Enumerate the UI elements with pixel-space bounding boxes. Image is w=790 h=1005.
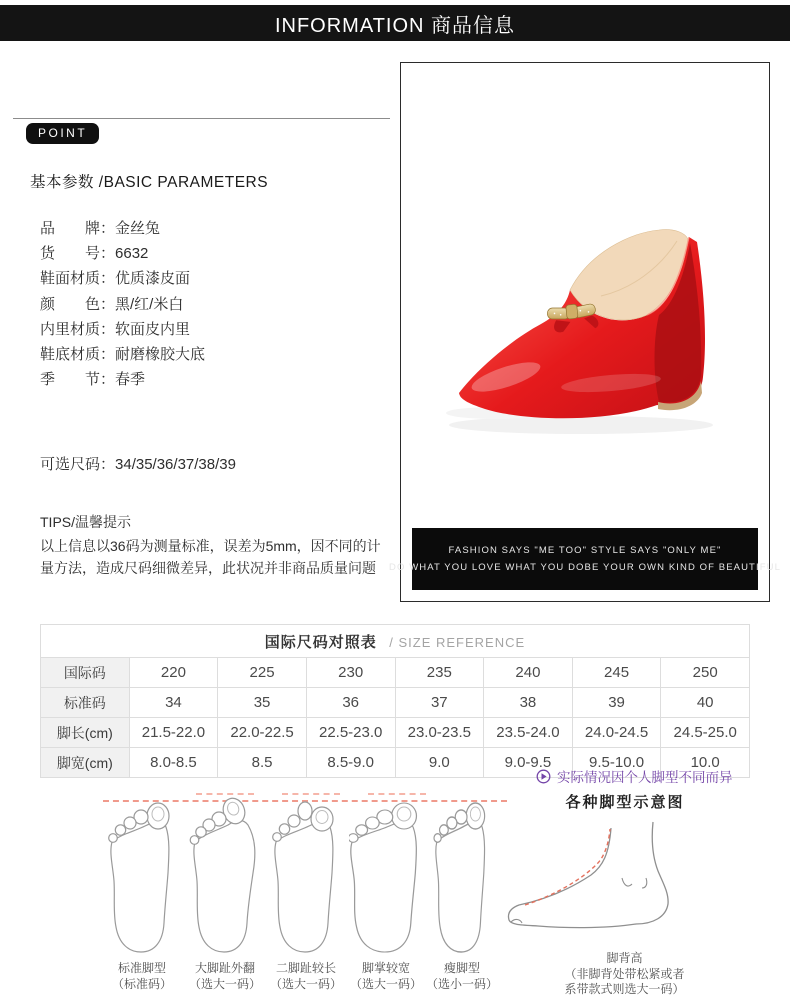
table-cell: 21.5-22.0 [129, 718, 218, 748]
table-cell: 37 [395, 688, 484, 718]
table-row-header: 国际码 [41, 658, 130, 688]
parameter-value: 优质漆皮面 [115, 270, 191, 288]
tips-line: 以上信息以36码为测量标准，误差为5mm，因不同的计 [40, 537, 381, 554]
foot-illustration-bunion [188, 795, 262, 955]
parameter-value: 耐磨橡胶大底 [115, 346, 206, 364]
size-note-text: 实际情况因个人脚型不同而异 [557, 770, 733, 785]
table-cell: 35 [218, 688, 307, 718]
table-cell: 39 [572, 688, 661, 718]
table-cell: 22.5-23.0 [306, 718, 395, 748]
parameter-list [40, 216, 205, 392]
available-sizes-label: 可选尺码： [40, 456, 116, 473]
product-photo-frame [389, 62, 781, 602]
instep-note: （非脚背处带松紧或者 [564, 966, 685, 981]
parameter-row [40, 317, 205, 342]
foot-illustration-long-second-toe [269, 795, 343, 955]
foot-type-name: 大脚趾外翻 [194, 961, 255, 975]
table-cell: 245 [572, 658, 661, 688]
table-title-en: / SIZE REFERENCE [389, 634, 526, 650]
foot-type-advice: （选小一码） [425, 976, 498, 991]
table-cell: 220 [129, 658, 218, 688]
table-cell: 8.5 [218, 748, 307, 778]
table-row [41, 688, 750, 718]
table-title [41, 625, 750, 658]
parameter-label: 季 节： [40, 371, 116, 389]
red-shoe-photo [401, 81, 767, 521]
parameter-row [40, 241, 205, 266]
instep-note: 系带款式则选大一码） [564, 982, 685, 996]
info-header-title: INFORMATION 商品信息 [274, 14, 516, 37]
table-title-zh: 国际尺码对照表 [264, 633, 377, 651]
foot-illustration-wide [349, 795, 423, 955]
parameter-label: 鞋面材质： [40, 270, 116, 288]
foot-type-name: 瘦脚型 [443, 961, 480, 975]
caption-line: FASHION SAYS "ME TOO" STYLE SAYS "ONLY ME" [448, 545, 722, 556]
table-cell: 230 [306, 658, 395, 688]
table-cell: 10.0 [661, 748, 750, 778]
point-badge: POINT [26, 123, 99, 144]
table-cell: 8.5-9.0 [306, 748, 395, 778]
table-cell: 23.5-24.0 [484, 718, 573, 748]
size-reference-table [40, 624, 750, 778]
table-cell: 8.0-8.5 [129, 748, 218, 778]
parameter-label: 鞋底材质： [40, 346, 116, 364]
foot-type-advice: （选大一码） [188, 976, 261, 991]
foot-type-name: 标准脚型 [117, 961, 166, 975]
basic-parameters-heading: 基本参数 /BASIC PARAMETERS [30, 174, 269, 191]
foot-type-name: 二脚趾较长 [275, 961, 336, 975]
table-cell: 36 [306, 688, 395, 718]
foot-type-advice: （标准码） [111, 976, 172, 991]
table-row-header: 脚宽(cm) [41, 748, 130, 778]
table-cell: 240 [484, 658, 573, 688]
available-sizes-value: 34/35/36/37/38/39 [115, 456, 236, 473]
parameter-row [40, 367, 205, 392]
tips-heading: TIPS/温馨提示 [40, 514, 132, 530]
instep-title: 脚背高 [606, 951, 643, 965]
parameter-value: 金丝兔 [115, 220, 161, 237]
foot-type-advice: （选大一码） [349, 976, 422, 991]
table-row [41, 658, 750, 688]
parameter-value: 春季 [115, 371, 146, 389]
parameter-label: 品 牌： [40, 220, 116, 237]
table-cell: 40 [661, 688, 750, 718]
table-cell: 9.0-9.5 [484, 748, 573, 778]
caption-line: DO WHAT YOU LOVE WHAT YOU DOBE YOUR OWN KIND OF BEAUTIFUL [389, 562, 781, 573]
table-cell: 24.0-24.5 [572, 718, 661, 748]
parameter-row [40, 266, 205, 291]
info-header-bar [0, 5, 790, 41]
parameter-label: 内里材质： [40, 320, 116, 338]
table-cell: 24.5-25.0 [661, 718, 750, 748]
parameter-value: 软面皮内里 [115, 320, 191, 338]
parameter-row [40, 292, 205, 317]
table-cell: 250 [661, 658, 750, 688]
circle-arrow-icon [536, 769, 551, 784]
parameter-value: 黑/红/米白 [115, 295, 184, 313]
available-sizes [40, 453, 236, 474]
table-row [41, 718, 750, 748]
parameter-row [40, 342, 205, 367]
foot-type-name: 脚掌较宽 [361, 961, 410, 975]
tips-line: 量方法，造成尺码细微差异，此状况并非商品质量问题 [40, 560, 376, 576]
table-cell: 34 [129, 688, 218, 718]
table-cell: 225 [218, 658, 307, 688]
table-cell: 38 [484, 688, 573, 718]
table-cell: 9.5-10.0 [572, 748, 661, 778]
instep-foot-illustration [505, 816, 680, 948]
foot-type-advice: （选大一码） [269, 976, 342, 991]
table-row-header: 标准码 [41, 688, 130, 718]
tips-block [40, 511, 381, 580]
foot-types-title: 各种脚型示意图 [565, 794, 685, 811]
foot-illustration-standard [105, 795, 179, 955]
parameter-label: 颜 色： [40, 295, 116, 313]
foot-type-label [407, 961, 517, 992]
table-cell: 22.0-22.5 [218, 718, 307, 748]
parameter-row [40, 216, 205, 241]
table-cell: 235 [395, 658, 484, 688]
parameter-value: 6632 [115, 245, 149, 263]
parameter-label: 货 号： [40, 245, 116, 263]
foot-illustration-slim [425, 795, 499, 955]
table-cell: 23.0-23.5 [395, 718, 484, 748]
table-row-header: 脚长(cm) [41, 718, 130, 748]
instep-label-block [512, 951, 737, 998]
divider-line [13, 118, 390, 119]
photo-caption [389, 528, 781, 590]
table-cell: 9.0 [395, 748, 484, 778]
size-note [536, 766, 733, 786]
